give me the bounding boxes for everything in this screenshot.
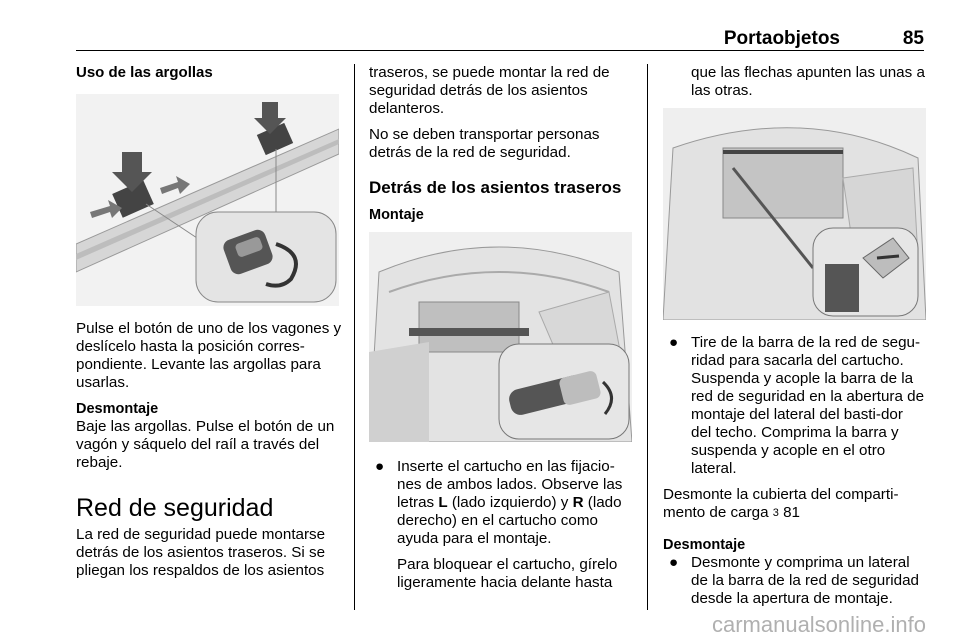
heading-montaje: Montaje bbox=[369, 207, 424, 223]
running-header-title: Portaobjetos bbox=[723, 28, 840, 49]
paragraph-bloquear-cartucho: Para bloquear el cartucho, gírelo ligeramente hacia delante hasta bbox=[397, 556, 618, 591]
column-divider-1 bbox=[354, 64, 355, 610]
page-reference-number[interactable]: 81 bbox=[778, 504, 801, 521]
paragraph-baje-argollas: Baje las argollas. Pulse el botón de un vagón y sáquelo del raíl a través del rebaje. bbox=[76, 418, 335, 471]
bullet-desmonte-lateral-text: Desmonte y comprima un lateral de la barra de la red de seguridad desde la apertura de montaje. bbox=[691, 554, 919, 607]
column-1 bbox=[76, 64, 342, 588]
illustration-rail-rings bbox=[76, 94, 339, 306]
column-3 bbox=[663, 64, 927, 616]
bullet-desmonte-lateral bbox=[663, 554, 927, 616]
bullet-mark: ● bbox=[669, 554, 679, 571]
heading-red-seguridad: Red de seguridad bbox=[76, 494, 274, 522]
column-2 bbox=[369, 64, 633, 600]
illustration-net-bar bbox=[663, 108, 926, 320]
paragraph-traseros: traseros, se puede montar la red de seguridad detrás de los asientos delanteros. bbox=[369, 64, 610, 117]
page-number: 85 bbox=[902, 28, 924, 49]
heading-desmontaje-2: Desmontaje bbox=[663, 537, 746, 553]
paragraph-pulse-boton: Pulse el botón de uno de los vagones y deslícelo hasta la posición corres-pondiente. Levante las argollas para usarlas. bbox=[76, 320, 342, 391]
column-divider-2 bbox=[647, 64, 648, 610]
heading-detras-asientos: Detrás de los asientos traseros bbox=[369, 178, 622, 197]
net-bar-drawing bbox=[663, 108, 926, 320]
paragraph-no-transportar: No se deben transportar personas detrás de la red de seguridad. bbox=[369, 126, 600, 161]
heading-uso-argollas: Uso de las argollas bbox=[76, 64, 213, 81]
bullet-tire-barra-text: Tire de la barra de la red de segu-ridad para sacarla del cartucho. Suspenda y acople la barra de la red de seguridad en la abertura de montaje del lateral del basti-dor del techo. Comprima la barra y suspenda y acople en el otro lateral. bbox=[691, 334, 925, 477]
letter-R: R bbox=[572, 494, 584, 511]
paragraph-red-intro: La red de seguridad puede montarse detrás de los asientos traseros. Si se pliegan los respaldos de los asientos bbox=[76, 526, 326, 579]
bullet-inserte-cartucho bbox=[369, 458, 633, 600]
bullet-mark: ● bbox=[669, 334, 679, 351]
bullet-text-mid: (lado izquierdo) y bbox=[447, 494, 573, 511]
rail-rings-drawing bbox=[76, 94, 339, 306]
illustration-cartridge-mount bbox=[369, 232, 632, 442]
cartridge-mount-drawing bbox=[369, 232, 632, 442]
bullet-tire-barra bbox=[663, 334, 927, 486]
page-reference-arrow[interactable]: 3 bbox=[772, 507, 779, 519]
bullet-text-post: (lado derecho) en el cartucho como ayuda para el montaje. bbox=[397, 494, 622, 547]
bullet-mark: ● bbox=[375, 458, 385, 475]
watermark: carmanualsonline.info bbox=[711, 612, 926, 637]
paragraph-flechas: que las flechas apunten las unas a las otras. bbox=[691, 64, 925, 99]
letter-L: L bbox=[438, 494, 448, 511]
heading-desmontaje: Desmontaje bbox=[76, 401, 159, 417]
paragraph-desmonte-cubierta: Desmonte la cubierta del comparti-mento de carga bbox=[663, 486, 899, 521]
header-rule bbox=[76, 50, 924, 51]
bullet-text-pre: Inserte el cartucho en las fijacio-nes de ambos lados. Observe las letras bbox=[397, 458, 623, 511]
